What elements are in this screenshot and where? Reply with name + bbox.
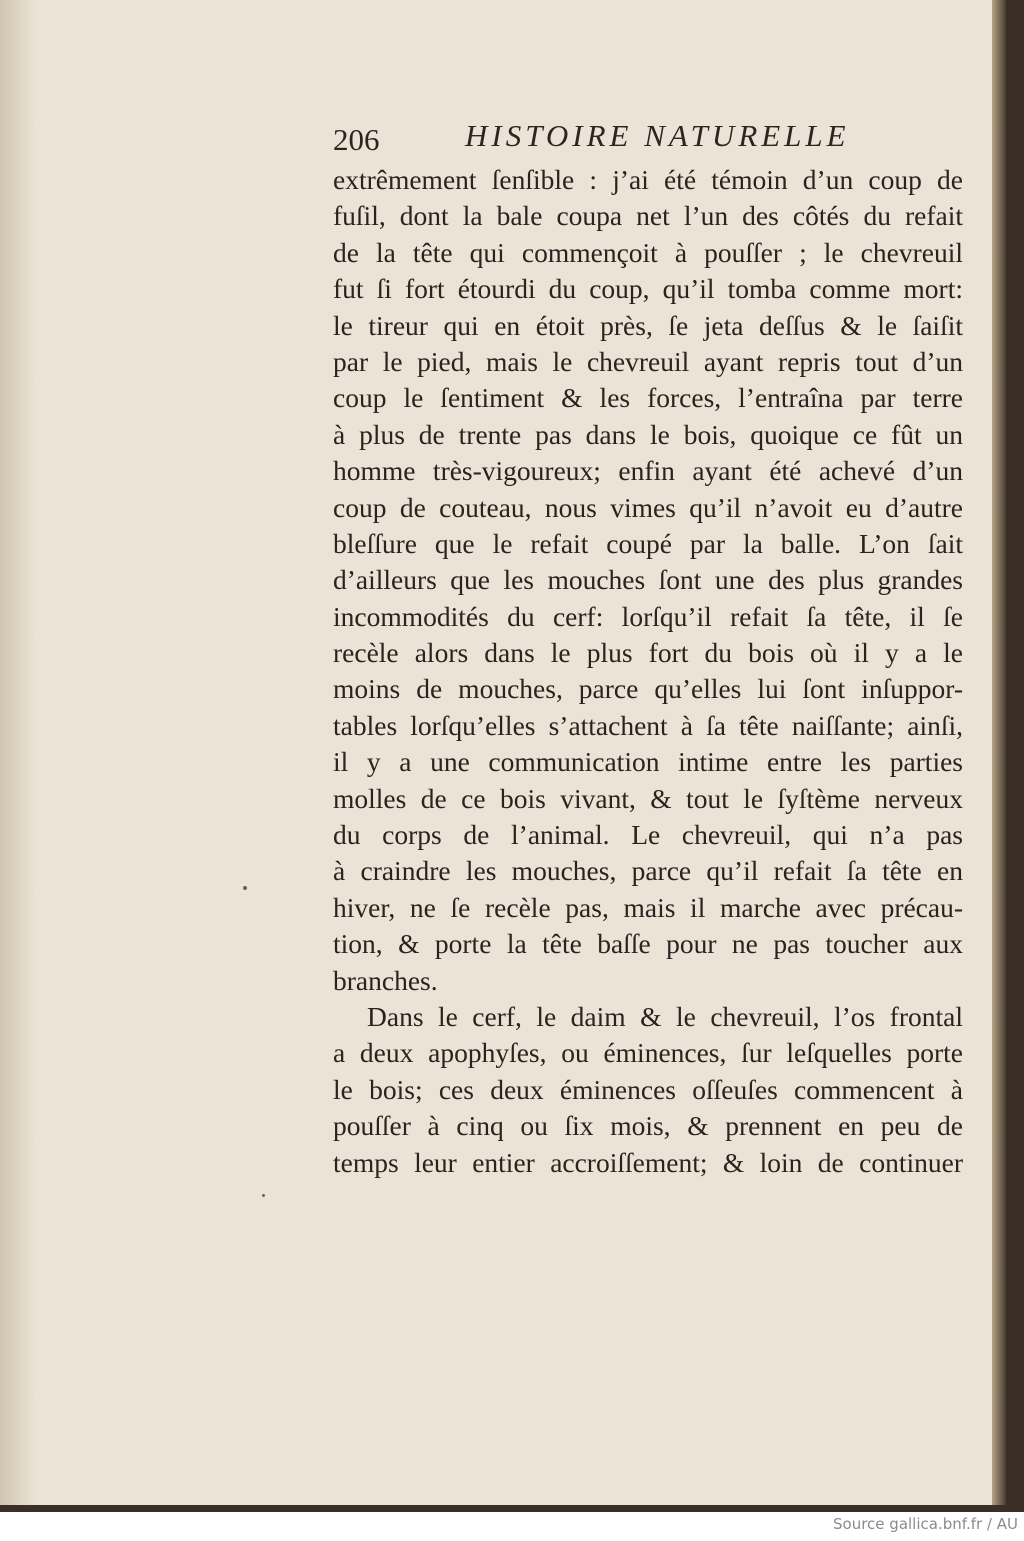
- text-line: par le pied, mais le chevreuil ayant repris tout d’un: [333, 345, 963, 377]
- text-line: homme très-vigoureux; enfin ayant été achevé d’un: [333, 455, 963, 487]
- text-line: à plus de trente pas dans le bois, quoique ce fût un: [333, 418, 963, 450]
- text-line: hiver, ne ſe recèle pas, mais il marche avec précau-: [333, 891, 963, 923]
- text-line: coup le ſentiment & les forces, l’entraîna par terre: [333, 382, 963, 414]
- text-line: fut ſi fort étourdi du coup, qu’il tomba comme mort:: [333, 273, 963, 305]
- ink-speck: [262, 1194, 265, 1197]
- text-line: d’ailleurs que les mouches ſont une des plus grandes: [333, 564, 963, 596]
- page-number: 206: [333, 122, 380, 157]
- text-line: le bois; ces deux éminences oſſeuſes commencent à: [333, 1073, 963, 1105]
- text-line: il y a une communication intime entre les parties: [333, 746, 963, 778]
- text-line: de la tête qui commençoit à pouſſer ; le chevreuil: [333, 236, 963, 268]
- text-line: le tireur qui en étoit près, ſe jeta deſſus & le ſaiſit: [333, 309, 963, 341]
- gutter-shadow: [0, 0, 36, 1505]
- text-line: coup de couteau, nous vimes qu’il n’avoit eu d’autre: [333, 491, 963, 523]
- text-line: molles de ce bois vivant, & tout le ſyſtème nerveux: [333, 782, 963, 814]
- text-line: du corps de l’animal. Le chevreuil, qui n’a pas: [333, 819, 963, 851]
- text-line: Dans le cerf, le daim & le chevreuil, l’os frontal: [367, 1000, 963, 1032]
- text-line: tion, & porte la tête baſſe pour ne pas toucher aux: [333, 928, 963, 960]
- text-line: tables lorſqu’elles s’attachent à ſa tête naiſſante; ainſi,: [333, 709, 963, 741]
- text-line: moins de mouches, parce qu’elles lui ſont inſuppor-: [333, 673, 963, 705]
- ink-speck: [243, 886, 247, 890]
- text-line: recèle alors dans le plus fort du bois où il y a le: [333, 637, 963, 669]
- text-line: temps leur entier accroiſſement; & loin de continuer: [333, 1146, 963, 1178]
- text-line: pouſſer à cinq ou ſix mois, & prennent en peu de: [333, 1110, 963, 1142]
- text-line: fuſil, dont la bale coupa net l’un des côtés du refait: [333, 200, 963, 232]
- body-text: [333, 162, 963, 1181]
- text-line: extrêmement ſenſible : j’ai été témoin d’un coup de: [333, 164, 963, 195]
- text-line: incommodités du cerf: lorſqu’il refait ſa tête, il ſe: [333, 600, 963, 632]
- page-edge: [992, 0, 1006, 1505]
- running-head: [333, 118, 963, 158]
- text-line: bleſſure que le refait coupé par la balle. L’on ſait: [333, 527, 963, 559]
- text-line: a deux apophyſes, ou éminences, ſur leſquelles porte: [333, 1037, 963, 1069]
- source-bar: [0, 1512, 1024, 1541]
- text-line: à craindre les mouches, parce qu’il refait ſa tête en: [333, 855, 963, 887]
- source-credit: Source gallica.bnf.fr / AU: [833, 1515, 1018, 1533]
- text-line: branches.: [333, 964, 438, 996]
- running-title: HISTOIRE NATURELLE: [465, 118, 850, 153]
